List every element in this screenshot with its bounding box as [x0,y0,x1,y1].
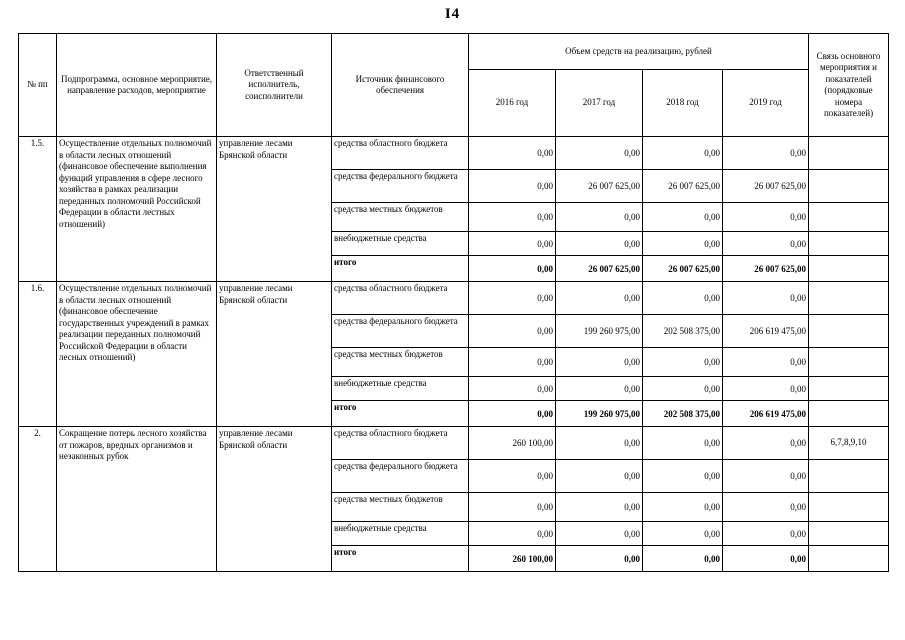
amount-cell: 0,00 [643,377,723,401]
amount-cell: 0,00 [643,427,723,460]
funding-source: средства федерального бюджета [332,170,469,203]
header-year: 2019 год [723,70,809,137]
amount-cell: 0,00 [469,493,556,522]
amount-cell: 0,00 [556,203,643,232]
amount-cell: 0,00 [469,315,556,348]
amount-cell: 0,00 [556,522,643,546]
amount-cell: 0,00 [643,522,723,546]
funding-source: итого [332,256,469,282]
amount-cell: 0,00 [556,546,643,572]
amount-cell: 0,00 [643,137,723,170]
amount-cell: 0,00 [469,232,556,256]
indicator-link [809,377,889,401]
table-row [19,427,889,460]
header-source: Источник финансового обеспечения [332,34,469,137]
indicator-link [809,256,889,282]
amount-cell: 206 619 475,00 [723,401,809,427]
indicator-link [809,170,889,203]
amount-cell: 0,00 [643,203,723,232]
amount-cell: 26 007 625,00 [643,170,723,203]
amount-cell: 0,00 [723,522,809,546]
funding-source: внебюджетные средства [332,522,469,546]
funding-source: средства местных бюджетов [332,348,469,377]
header-year: 2016 год [469,70,556,137]
funding-source: внебюджетные средства [332,232,469,256]
amount-cell: 0,00 [723,137,809,170]
funding-source: итого [332,546,469,572]
amount-cell: 199 260 975,00 [556,401,643,427]
amount-cell: 199 260 975,00 [556,315,643,348]
table-row [19,282,889,315]
amount-cell: 0,00 [556,137,643,170]
amount-cell: 0,00 [723,427,809,460]
responsible-executor: управление лесами Брянской области [217,282,332,427]
funding-source: средства местных бюджетов [332,493,469,522]
program-name: Осуществление отдельных полномочий в области лесных отношений (финансовое обеспечение выполнения функций управления в сфере лесного хозяйства в рамках реализации переданных полномочий Российской Федерации в области лестных отношений) [57,137,217,282]
indicator-link [809,460,889,493]
amount-cell: 0,00 [643,546,723,572]
amount-cell: 0,00 [469,282,556,315]
amount-cell: 0,00 [723,493,809,522]
amount-cell: 0,00 [643,232,723,256]
amount-cell: 0,00 [723,203,809,232]
amount-cell: 0,00 [643,282,723,315]
amount-cell: 0,00 [556,427,643,460]
indicator-link [809,546,889,572]
amount-cell: 0,00 [643,493,723,522]
funding-source: средства областного бюджета [332,137,469,170]
funding-source: средства местных бюджетов [332,203,469,232]
indicator-link [809,232,889,256]
indicator-link [809,522,889,546]
amount-cell: 0,00 [556,232,643,256]
amount-cell: 0,00 [723,546,809,572]
amount-cell: 0,00 [723,460,809,493]
amount-cell: 202 508 375,00 [643,401,723,427]
indicator-link [809,282,889,315]
section-number: 1.6. [19,282,57,427]
amount-cell: 0,00 [723,348,809,377]
amount-cell: 0,00 [723,282,809,315]
section-number: 1.5. [19,137,57,282]
header-num: № пп [19,34,57,137]
amount-cell: 26 007 625,00 [723,170,809,203]
funding-source: средства областного бюджета [332,282,469,315]
header-link: Связь основного мероприятия и показателей (порядковые номера показателей) [809,34,889,137]
amount-cell: 0,00 [469,170,556,203]
amount-cell: 0,00 [469,348,556,377]
amount-cell: 26 007 625,00 [643,256,723,282]
amount-cell: 0,00 [643,460,723,493]
amount-cell: 0,00 [469,460,556,493]
amount-cell: 206 619 475,00 [723,315,809,348]
amount-cell: 0,00 [469,203,556,232]
amount-cell: 26 007 625,00 [556,256,643,282]
amount-cell: 0,00 [556,282,643,315]
header-year: 2018 год [643,70,723,137]
header-responsible: Ответственный исполнитель, соисполнители [217,34,332,137]
amount-cell: 26 007 625,00 [556,170,643,203]
amount-cell: 0,00 [556,460,643,493]
budget-table [18,33,889,572]
page-number: I4 [444,6,461,22]
indicator-link [809,348,889,377]
header-program: Подпрограмма, основное мероприятие, направление расходов, мероприятие [57,34,217,137]
indicator-link [809,137,889,170]
amount-cell: 0,00 [469,401,556,427]
amount-cell: 0,00 [556,377,643,401]
funding-source: средства областного бюджета [332,427,469,460]
funding-source: средства федерального бюджета [332,315,469,348]
amount-cell: 0,00 [469,377,556,401]
indicator-link [809,315,889,348]
indicator-link [809,493,889,522]
amount-cell: 0,00 [556,348,643,377]
section-number: 2. [19,427,57,572]
amount-cell: 0,00 [556,493,643,522]
amount-cell: 26 007 625,00 [723,256,809,282]
indicator-link [809,401,889,427]
program-name: Сокращение потерь лесного хозяйства от пожаров, вредных организмов и незаконных рубок [57,427,217,572]
header-year: 2017 год [556,70,643,137]
table-row [19,137,889,170]
header-volume: Объем средств на реализацию, рублей [469,34,809,70]
funding-source: внебюджетные средства [332,377,469,401]
amount-cell: 0,00 [469,137,556,170]
indicator-link [809,203,889,232]
amount-cell: 260 100,00 [469,546,556,572]
amount-cell: 0,00 [723,232,809,256]
amount-cell: 0,00 [723,377,809,401]
responsible-executor: управление лесами Брянской области [217,137,332,282]
responsible-executor: управление лесами Брянской области [217,427,332,572]
amount-cell: 0,00 [643,348,723,377]
funding-source: итого [332,401,469,427]
amount-cell: 0,00 [469,256,556,282]
amount-cell: 202 508 375,00 [643,315,723,348]
program-name: Осуществление отдельных полномочий в области лесных отношений (финансовое обеспечение государственных учреждений в рамках реализации переданных полномочий Российской Федерации в области лесных отношений) [57,282,217,427]
funding-source: средства федерального бюджета [332,460,469,493]
amount-cell: 260 100,00 [469,427,556,460]
amount-cell: 0,00 [469,522,556,546]
indicator-link: 6,7,8,9,10 [809,427,889,460]
